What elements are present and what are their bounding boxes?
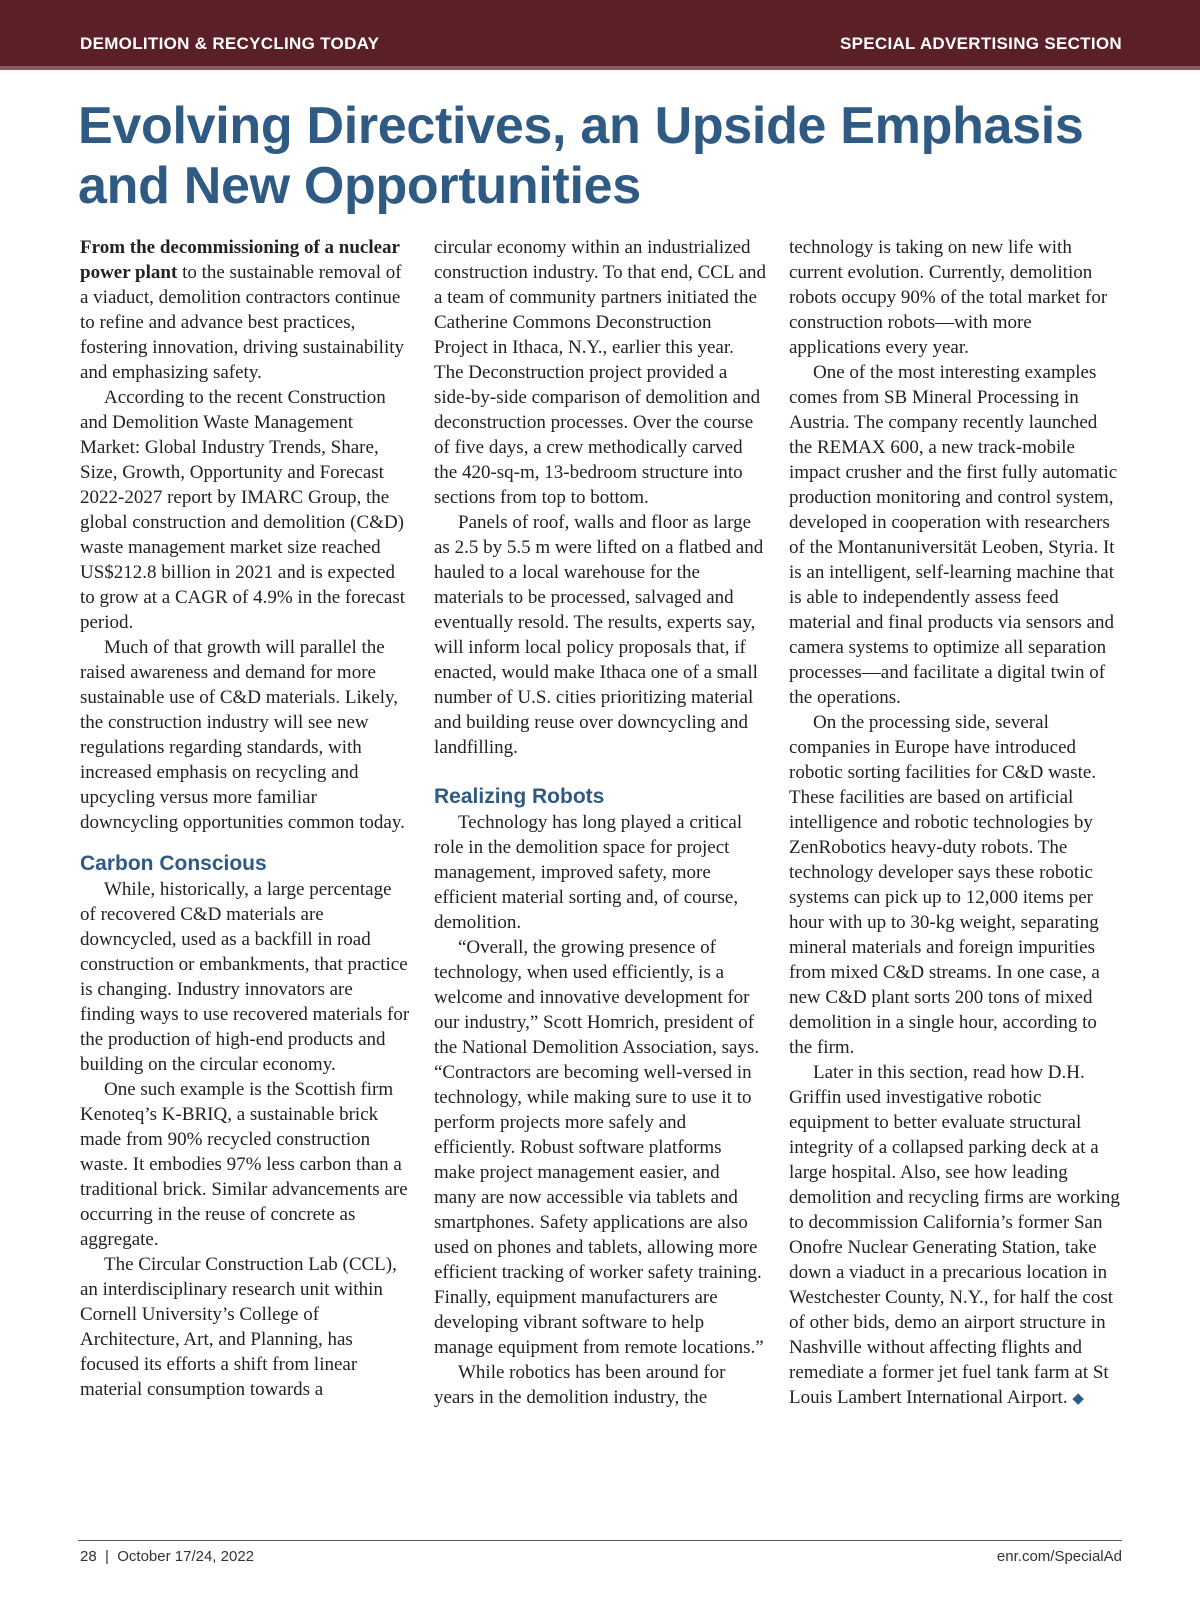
article-title: Evolving Directives, an Upside Emphasis and New Opportunities (78, 97, 1084, 215)
end-diamond-icon: ◆ (1072, 1391, 1084, 1407)
paragraph: Technology has long played a critical role in the demolition space for project management, improved safety, more efficient material sorting and, of course, demolition. (434, 812, 743, 933)
section-heading-carbon: Carbon Conscious (80, 852, 267, 875)
paragraph: One of the most interesting examples comes from SB Mineral Processing in Austria. The company recently launched the REMAX 600, a new track-mobile impact crusher and the first fully automatic production monitoring and control system, developed in cooperation with researchers of the Montanuniversität Leoben, Styria. It is an intelligent, self-learning machine that is able to independently assess feed material and final products via sensors and camera systems to optimize all separation processes—and facilitate a digital twin of the operations. (789, 362, 1118, 708)
paragraph (80, 235, 412, 385)
page-info: 28 | October 17/24, 2022 (80, 1548, 255, 1565)
paragraph: On the processing side, several companies in Europe have introduced robotic sorting facilities for C&D waste. These facilities are based on artificial intelligence and robotic technologies by ZenRobotics heavy-duty robots. The technology developer says these robotic systems can pick up to 12,000 items per hour with up to 30-kg weight, separating mineral materials and foreign impurities from mixed C&D streams. In one case, a new C&D plant sorts 200 tons of mixed demolition in a single hour, according to the firm. (789, 712, 1100, 1058)
footer-url: enr.com/SpecialAd (996, 1548, 1122, 1565)
paragraph: According to the recent Construction and Demolition Waste Management Market: Global Industry Trends, Share, Size, Growth, Opportunity and Forecast 2022-2027 report by IMARC Group, the global construction and demolition (C&D) waste management market size reached US$212.8 billion in 2021 and is expected to grow at a CAGR of 4.9% in the forecast period. (80, 387, 406, 633)
paragraph: “Overall, the growing presence of technology, when used efficiently, is a welcome and innovative development for our industry,” Scott Homrich, president of the National Demolition Association, says. “Contractors are becoming well-versed in technology, while making sure to use it to perform projects more safely and efficiently. Robust software platforms make project management easier, and many are now accessible via tablets and smartphones. Safety applications are also used on phones and tablets, allowing more efficient tracking of worker safety training. Finally, equipment manufacturers are developing vibrant software to help manage equipment from remote locations.” (434, 937, 764, 1358)
paragraph-text: Later in this section, read how D.H. Griffin used investigative robotic equipment to better evaluate structural integrity of a collapsed parking deck at a large hospital. Also, see how leading demolition and recycling firms are working to decommission California’s former San Onofre Nuclear Generating Station, take down a viaduct in a precarious location in Westchester County, N.Y., for half the cost of other bids, demo an airport structure in Nashville without affecting flights and remediate a former jet fuel tank farm at St Louis Lambert International Airport. (789, 1062, 1120, 1408)
column-1 (80, 235, 412, 1402)
paragraph: The Circular Construction Lab (CCL), an interdisciplinary research unit within Cornell University’s College of Architecture, Art, and Planning, has focused its efforts a shift from linear material consumption towards a (80, 1254, 397, 1400)
paragraph: Much of that growth will parallel the raised awareness and demand for more sustainable use of C&D materials. Likely, the construction industry will see new regulations regarding standards, with increased emphasis on recycling and upcycling versus more familiar downcycling opportunities common today. (80, 637, 405, 833)
section-heading-robots: Realizing Robots (434, 785, 605, 808)
publication-name: DEMOLITION & RECYCLING TODAY (80, 34, 380, 53)
footer-divider (78, 1540, 1122, 1541)
lead-in: From the decommissioning of a nuclear power plant (80, 237, 400, 283)
paragraph: circular economy within an industrialized construction industry. To that end, CCL and a team of community partners initiated the Catherine Commons Deconstruction Project in Ithaca, N.Y., earlier this year. The Deconstruction project provided a side-by-side comparison of demolition and deconstruction processes. Over the course of five days, a crew methodically carved the 420-sq-m, 13-bedroom structure into sections from top to bottom. (434, 237, 767, 508)
paragraph (789, 1060, 1121, 1412)
column-2 (434, 235, 766, 1410)
paragraph: technology is taking on new life with current evolution. Currently, demolition robots occupy 90% of the total market for construction robots—with more applications every year. (789, 237, 1108, 358)
section-label: SPECIAL ADVERTISING SECTION (839, 34, 1122, 53)
paragraph: While, historically, a large percentage of recovered C&D materials are downcycled, used as a backfill in road construction or embankments, that practice is changing. Industry innovators are finding ways to use recovered materials for the production of high-end products and building on the circular economy. (80, 879, 410, 1075)
paragraph: Panels of roof, walls and floor as large as 2.5 by 5.5 m were lifted on a flatbed and hauled to a local warehouse for the materials to be processed, salvaged and eventually resold. The results, experts say, will inform local policy proposals that, if enacted, would make Ithaca one of a small number of U.S. cities prioritizing material and building reuse over downcycling and landfilling. (434, 512, 764, 758)
paragraph: One such example is the Scottish firm Kenoteq’s K-BRIQ, a sustainable brick made from 90% recycled construction waste. It embodies 97% less carbon than a traditional brick. Similar advancements are occurring in the reuse of concrete as aggregate. (80, 1079, 408, 1250)
column-3 (789, 235, 1121, 1412)
paragraph: While robotics has been around for years in the demolition industry, the (434, 1362, 726, 1408)
paragraph-text: to the sustainable removal of a viaduct, demolition contractors continue to refine and advance best practices, fostering innovation, driving sustainability and emphasizing safety. (80, 262, 405, 383)
header-bar (0, 0, 1200, 70)
